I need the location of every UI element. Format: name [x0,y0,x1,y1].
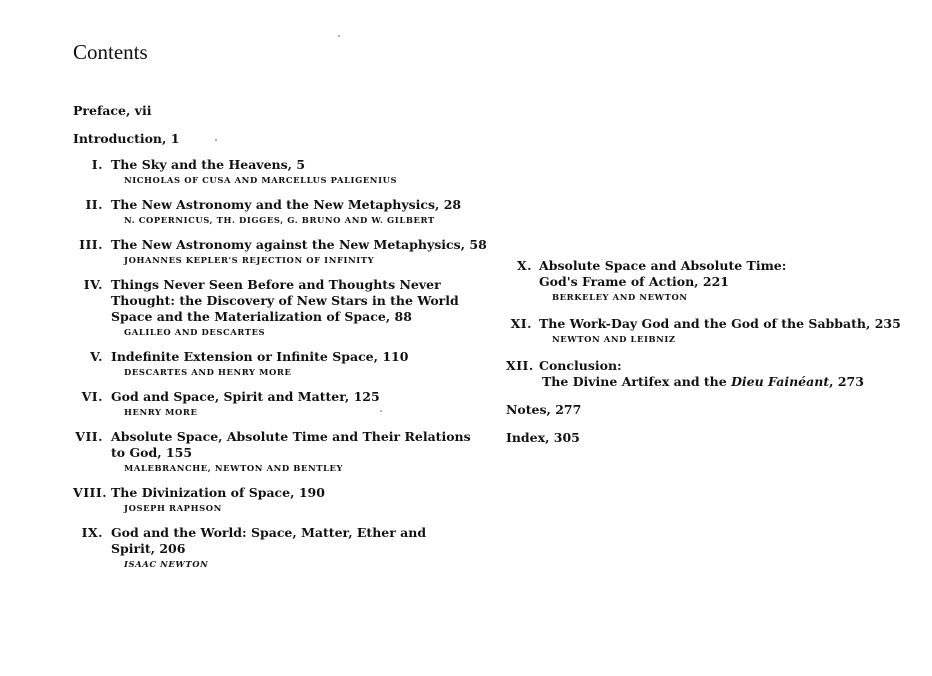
toc-chapter-7 [73,429,493,475]
chapter-authors: NEWTON AND LEIBNIZ [552,334,676,344]
chapter-title: The New Astronomy against the New Metaphysics, 58 [111,237,487,252]
toc-chapter-9 [73,525,493,571]
toc-chapter-11 [506,316,906,346]
toc-chapter-8 [73,485,493,515]
chapter-title-line: Things Never Seen Before and Thoughts Never [111,277,441,292]
chapter-number: I. [91,157,103,172]
chapter-authors: HENRY MORE [124,407,198,417]
toc-chapter-5 [73,349,493,379]
toc-chapter-3 [73,237,493,267]
chapter-number: III. [79,237,103,252]
toc-right-column [506,258,906,446]
chapter-authors: NICHOLAS OF CUSA AND MARCELLUS PALIGENIUS [124,175,398,185]
toc-notes: Notes, 277 [506,402,582,417]
toc-introduction: Introduction, 1 [73,131,180,146]
chapter-title: The New Astronomy and the New Metaphysics, 28 [111,197,462,212]
chapter-authors: GALILEO AND DESCARTES [124,327,266,337]
chapter-number: XII. [506,358,534,373]
chapter-title: The Sky and the Heavens, 5 [111,157,306,172]
chapter-title: Indefinite Extension or Infinite Space, 110 [111,349,409,364]
chapter-title-line: Absolute Space and Absolute Time: [539,258,787,273]
chapter-authors: JOHANNES KEPLER'S REJECTION OF INFINITY [124,255,375,265]
chapter-number: VII. [75,429,103,444]
chapter-number: XI. [510,316,532,331]
chapter-title-italic: Dieu Fainéant [731,374,830,389]
chapter-title-line: God's Frame of Action, 221 [539,274,729,289]
chapter-title-line: Conclusion: [539,358,622,373]
chapter-number: V. [90,349,103,364]
chapter-title: The Work-Day God and the God of the Sabbath, 235 [539,316,901,331]
page-title: Contents [73,40,148,64]
chapter-title-line: Spirit, 206 [111,541,186,556]
toc-chapter-6 [73,389,493,419]
chapter-title-line [539,374,906,390]
chapter-number: II. [85,197,103,212]
chapter-title-line: God and the World: Space, Matter, Ether and [111,525,427,540]
chapter-title-line: to God, 155 [111,445,193,460]
toc-chapter-4 [73,277,493,339]
chapter-title: God and Space, Spirit and Matter, 125 [111,389,380,404]
chapter-number: X. [516,258,532,273]
chapter-number: VIII. [73,485,108,500]
print-speck [215,139,217,141]
toc-left-column [73,103,493,571]
print-speck [380,410,382,412]
chapter-number: IV. [83,277,103,292]
chapter-title-line: Space and the Materialization of Space, 88 [111,309,412,324]
toc-chapter-12 [506,358,906,390]
chapter-authors: DESCARTES AND HENRY MORE [124,367,292,377]
chapter-authors: N. COPERNICUS, TH. DIGGES, G. BRUNO AND W. GILBERT [124,215,435,225]
chapter-title-line: Thought: the Discovery of New Stars in the World [111,293,459,308]
toc-chapter-1 [73,157,493,187]
toc-preface: Preface, vii [73,103,152,118]
chapter-authors: JOSEPH RAPHSON [124,503,222,513]
chapter-title-page: , 273 [829,374,864,389]
chapter-number: IX. [81,525,103,540]
chapter-authors: MALEBRANCHE, NEWTON AND BENTLEY [124,463,344,473]
chapter-title-line: Absolute Space, Absolute Time and Their Relations [111,429,471,444]
chapter-title: The Divinization of Space, 190 [111,485,325,500]
toc-chapter-10 [506,258,906,304]
chapter-authors: ISAAC NEWTON [124,559,209,569]
print-speck [338,35,340,37]
chapter-title-text: The Divine Artifex and the [542,374,732,389]
chapter-number: VI. [81,389,103,404]
chapter-authors: BERKELEY AND NEWTON [552,292,688,302]
toc-index: Index, 305 [506,430,580,445]
toc-chapter-2 [73,197,493,227]
